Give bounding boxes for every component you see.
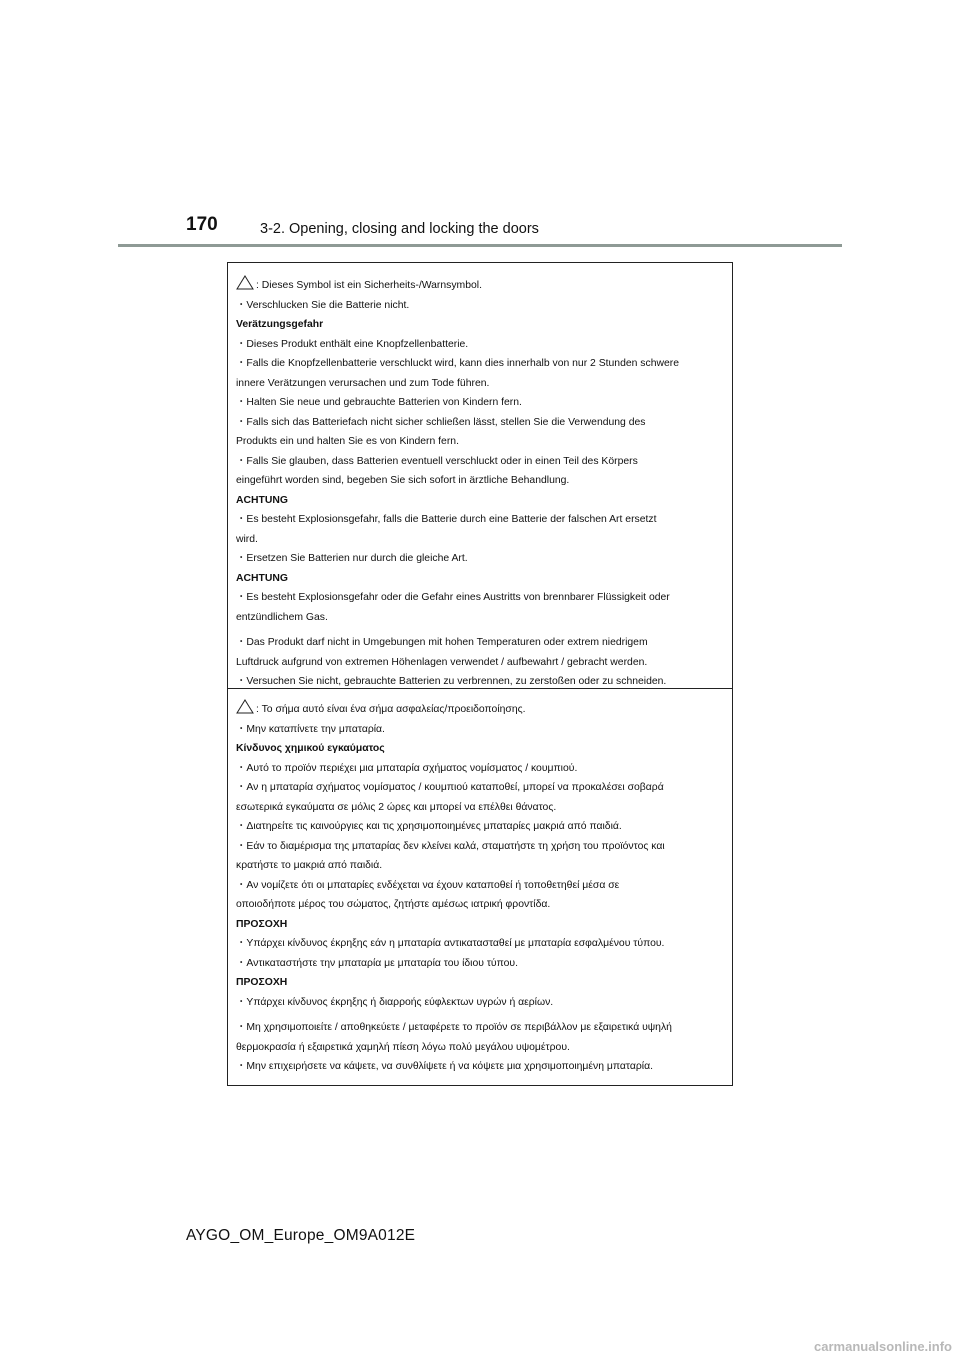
header-rule <box>118 244 842 247</box>
heading: ΠΡΟΣΟΧΗ <box>236 918 288 930</box>
text-line: wird. <box>236 533 258 545</box>
text-line: ・Dieses Produkt enthält eine Knopfzellenbatterie. <box>236 338 469 350</box>
text-line: ・Es besteht Explosionsgefahr, falls die Batterie durch eine Batterie der falschen Art ersetzt <box>236 514 657 525</box>
text-line: ・Verschlucken Sie die Batterie nicht. <box>236 299 410 311</box>
text-line: ・Αυτό το προϊόν περιέχει μια μπαταρία σχήματος νομίσματος / κουμπιού. <box>236 762 578 774</box>
heading: Κίνδυνος χημικού εγκαύματος <box>236 743 385 754</box>
text-line: ・Falls Sie glauben, dass Batterien eventuell verschluckt oder in einen Teil des Körpers <box>236 455 638 467</box>
heading: Verätzungsgefahr <box>236 319 324 330</box>
symbol-text: : Το σήμα αυτό είναι ένα σήμα ασφαλείας/προειδοποίησης. <box>256 704 526 715</box>
text-line: οποιοδήποτε μέρος του σώματος, ζητήστε αμέσως ιατρική φροντίδα. <box>236 899 551 910</box>
watermark: carmanualsonline.info <box>814 1339 952 1354</box>
text-line: ・Υπάρχει κίνδυνος έκρηξης εάν η μπαταρία αντικατασταθεί με μπαταρία εσφαλμένου τύπου. <box>236 938 665 949</box>
page-number: 170 <box>186 214 218 235</box>
symbol-text: : Dieses Symbol ist ein Sicherheits-/Warnsymbol. <box>256 280 482 291</box>
symbol-line <box>236 699 724 720</box>
text-line: eingeführt worden sind, begeben Sie sich sofort in ärztliche Behandlung. <box>236 475 570 486</box>
text-line: ・Falls sich das Batteriefach nicht sicher schließen lässt, stellen Sie die Verwendung des <box>236 416 646 428</box>
text-line: ・Υπάρχει κίνδυνος έκρηξης ή διαρροής εύφλεκτων υγρών ή αερίων. <box>236 996 554 1008</box>
warning-triangle-icon <box>236 699 254 714</box>
text-line: ・Αν η μπαταρία σχήματος νομίσματος / κουμπιού καταποθεί, μπορεί να προκαλέσει σοβαρά <box>236 782 664 793</box>
text-line: Produkts ein und halten Sie es von Kindern fern. <box>236 436 459 447</box>
heading: ACHTUNG <box>236 572 288 584</box>
section-title: 3-2. Opening, closing and locking the doors <box>260 221 539 237</box>
text-line: εσωτερικά εγκαύματα σε μόλις 2 ώρες και μπορεί να επέλθει θάνατος. <box>236 801 557 813</box>
symbol-line <box>236 275 724 296</box>
text-line: ・Αν νομίζετε ότι οι μπαταρίες ενδέχεται να έχουν καταποθεί ή τοποθετηθεί μέσα σε <box>236 879 620 891</box>
text-line: ・Διατηρείτε τις καινούργιες και τις χρησιμοποιημένες μπαταρίες μακριά από παιδιά. <box>236 821 622 832</box>
text-line: ・Μην καταπίνετε την μπαταρία. <box>236 723 385 735</box>
text-line: ・Das Produkt darf nicht in Umgebungen mit hohen Temperaturen oder extrem niedrigem <box>236 637 648 648</box>
text-line: ・Ersetzen Sie Batterien nur durch die gleiche Art. <box>236 553 468 564</box>
text-line: ・Falls die Knopfzellenbatterie verschluckt wird, kann dies innerhalb von nur 2 Stunden schwere <box>236 358 679 369</box>
text-line: entzündlichem Gas. <box>236 611 328 623</box>
warning-section-greek <box>228 689 732 1077</box>
text-line: ・Versuchen Sie nicht, gebrauchte Batterien zu verbrennen, zu zerstoßen oder zu schneiden. <box>236 676 667 687</box>
warning-box <box>227 262 733 1086</box>
warning-triangle-icon <box>236 275 254 290</box>
warning-section-german <box>228 263 732 689</box>
heading: ACHTUNG <box>236 494 288 506</box>
text-line: ・Halten Sie neue und gebrauchte Batterien von Kindern fern. <box>236 397 522 408</box>
text-line: ・Μη χρησιμοποιείτε / αποθηκεύετε / μεταφέρετε το προϊόν σε περιβάλλον με εξαιρετικά υψηλή <box>236 1022 672 1033</box>
text-line: θερμοκρασία ή εξαιρετικά χαμηλή πίεση λόγω πολύ μεγάλου υψομέτρου. <box>236 1041 570 1053</box>
text-line: ・Μην επιχειρήσετε να κάψετε, να συνθλίψετε ή να κόψετε μια χρησιμοποιημένη μπαταρία. <box>236 1061 654 1072</box>
text-line: ・Αντικαταστήστε την μπαταρία με μπαταρία του ίδιου τύπου. <box>236 957 518 969</box>
text-line: ・Es besteht Explosionsgefahr oder die Gefahr eines Austritts von brennbarer Flüssigkeit oder <box>236 592 670 603</box>
text-line: ・Εάν το διαμέρισμα της μπαταρίας δεν κλείνει καλά, σταματήστε τη χρήση του προϊόντος και <box>236 840 665 852</box>
text-line: innere Verätzungen verursachen und zum Tode führen. <box>236 377 490 389</box>
text-line: Luftdruck aufgrund von extremen Höhenlagen verwendet / aufbewahrt / gebracht werden. <box>236 656 648 668</box>
heading: ΠΡΟΣΟΧΗ <box>236 977 288 988</box>
text-line: κρατήστε το μακριά από παιδιά. <box>236 860 383 871</box>
manual-id: AYGO_OM_Europe_OM9A012E <box>186 1227 416 1244</box>
